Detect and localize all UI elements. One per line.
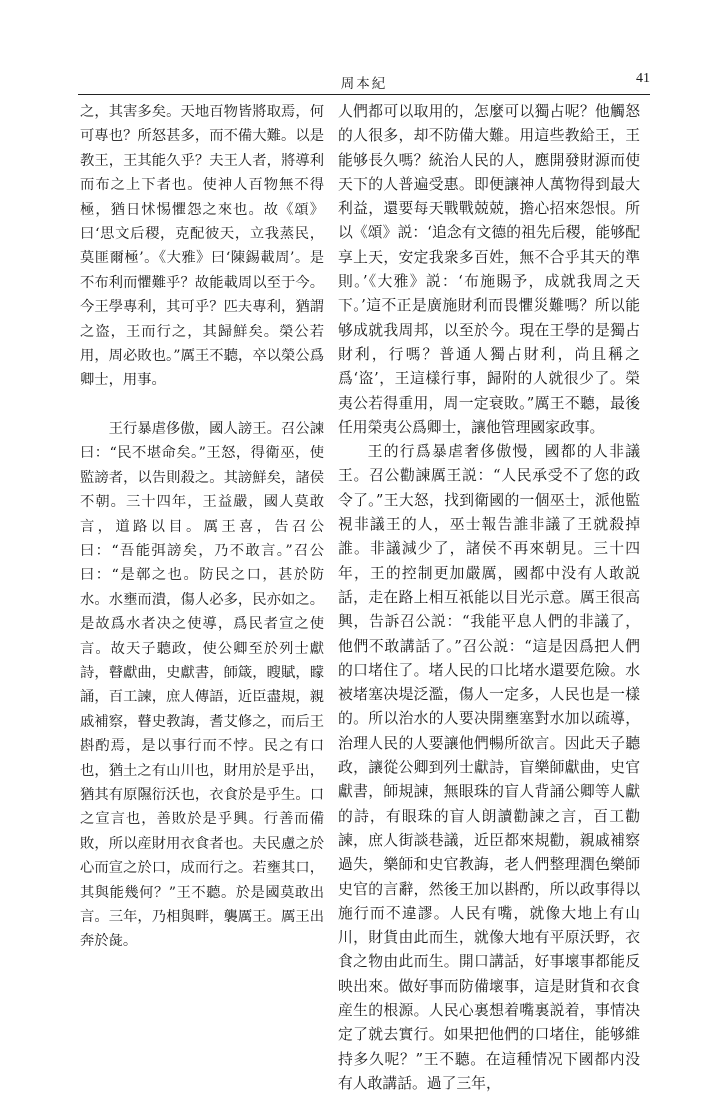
running-title: 周本紀	[340, 76, 388, 92]
running-header	[78, 70, 650, 96]
translation-column	[338, 100, 640, 1096]
original-paragraph-2: 王行暴虐侈傲，國人謗王。召公諫曰：“民不堪命矣。”王怒，得衛巫，使監謗者，以告則殺之。其謗鮮矣，諸侯不朝。三十四年，王益嚴，國人莫敢言，道路以目。厲王喜，告召公曰：“吾能弭謗矣，乃不敢言。”召公曰：“是鄣之也。防民之口，甚於防水。水壅而潰，傷人必多，民亦如之。是故爲水者决之使導，爲民者宣之使言。故天子聽政，使公卿至於列士獻詩，瞽獻曲，史獻書，師箴，瞍賦，矇誦，百工諫，庶人傳語，近臣盡規，親戚補察，瞽史教誨，耆艾修之，而后王斟酌焉，是以事行而不悖。民之有口也，猶土之有山川也，財用於是乎出，猶其有原隰衍沃也，衣食於是乎生。口之宣言也，善敗於是乎興。行善而備敗，所以産財用衣食者也。夫民慮之於心而宣之於口，成而行之。若壅其口，其與能幾何？”王不聽。於是國莫敢出言。三年，乃相與畔，襲厲王。厲王出奔於彘。	[80, 420, 324, 950]
translation-paragraph-1: 人們都可以取用的，怎麼可以獨占呢？他觸怒的人很多，却不防備大難。用這些教給王，王能够長久嗎？統治人民的人，應開發財源而使天下的人普遍受惠。即便讓神人萬物得到最大利益，還要每天戰戰兢兢，擔心招來怨恨。所以《頌》説：‘追念有文德的祖先后稷，能够配享上天，安定我衆多百姓，無不合乎其天的準則。’《大雅》説：‘布施賜予，成就我周之天下。’這不正是廣施財利而畏懼災難嗎？所以能够成就我周邦，以至於今。現在王學的是獨占財利，行嗎？普通人獨占財利，尚且稱之爲‘盗’，王這樣行事，歸附的人就很少了。榮夷公若得重用，周一定衰敗。”厲王不聽，最後任用榮夷公爲卿士，讓他管理國家政事。	[338, 103, 640, 436]
translation-paragraph-2: 王的行爲暴虐奢侈傲慢，國都的人非議王。召公勸諫厲王説：“人民承受不了您的政令了。”王大怒，找到衛國的一個巫士，派他監視非議王的人，巫士報告誰非議了王就殺掉誰。非議減少了，諸侯不再來朝見。三十四年，王的控制更加嚴厲，國都中没有人敢説話，走在路上相互祇能以目光示意。厲王很高興，告訴召公説：“我能平息人們的非議了，他們不敢講話了。”召公説：“這是因爲把人們的口堵住了。堵人民的口比堵水還要危險。水被堵塞决堤泛濫，傷人一定多，人民也是一樣的。所以治水的人要决開壅塞對水加以疏導，治理人民的人要讓他們暢所欲言。因此天子聽政，讓從公卿到列士獻詩，盲樂師獻曲，史官獻書，師規諫，無眼珠的盲人背誦公卿等人獻的詩，有眼珠的盲人朗讀勸諫之言，百工勸諫，庶人街談巷議，近臣都來規勸，親戚補察過失，樂師和史官教誨，老人們整理潤色樂師史官的言辭，然後王加以斟酌，所以政事得以施行而不違謬。人民有嘴，就像大地上有山川，財貨由此而生，就像大地有平原沃野，衣食之物由此而生。開口講話，好事壞事都能反映出來。做好事而防備壞事，這是財貨和衣食産生的根源。人民心裏想着嘴裏説着，事情决定了就去實行。如果把他們的口堵住，能够維持多久呢？”王不聽。在這種情况下國都内没有人敢講話。過了三年，	[338, 443, 640, 1092]
header-rule	[78, 94, 650, 95]
original-text-column	[80, 100, 324, 954]
original-paragraph-1: 之，其害多矣。天地百物皆將取焉，何可專也？所怒甚多，而不備大難。以是教王，王其能久乎？夫王人者，將導利而布之上下者也。使神人百物無不得極，猶日怵惕懼怨之來也。故《頌》曰‘思文后稷，克配彼天，立我蒸民，莫匪爾極’。《大雅》曰‘陳錫載周’。是不布利而懼難乎？故能載周以至于今。今王學專利，其可乎？匹夫專利，猶謂之盗，王而行之，其歸鮮矣。榮公若用，周必敗也。”厲王不聽，卒以榮公爲卿士，用事。	[80, 104, 324, 389]
page-number: 41	[636, 71, 650, 86]
